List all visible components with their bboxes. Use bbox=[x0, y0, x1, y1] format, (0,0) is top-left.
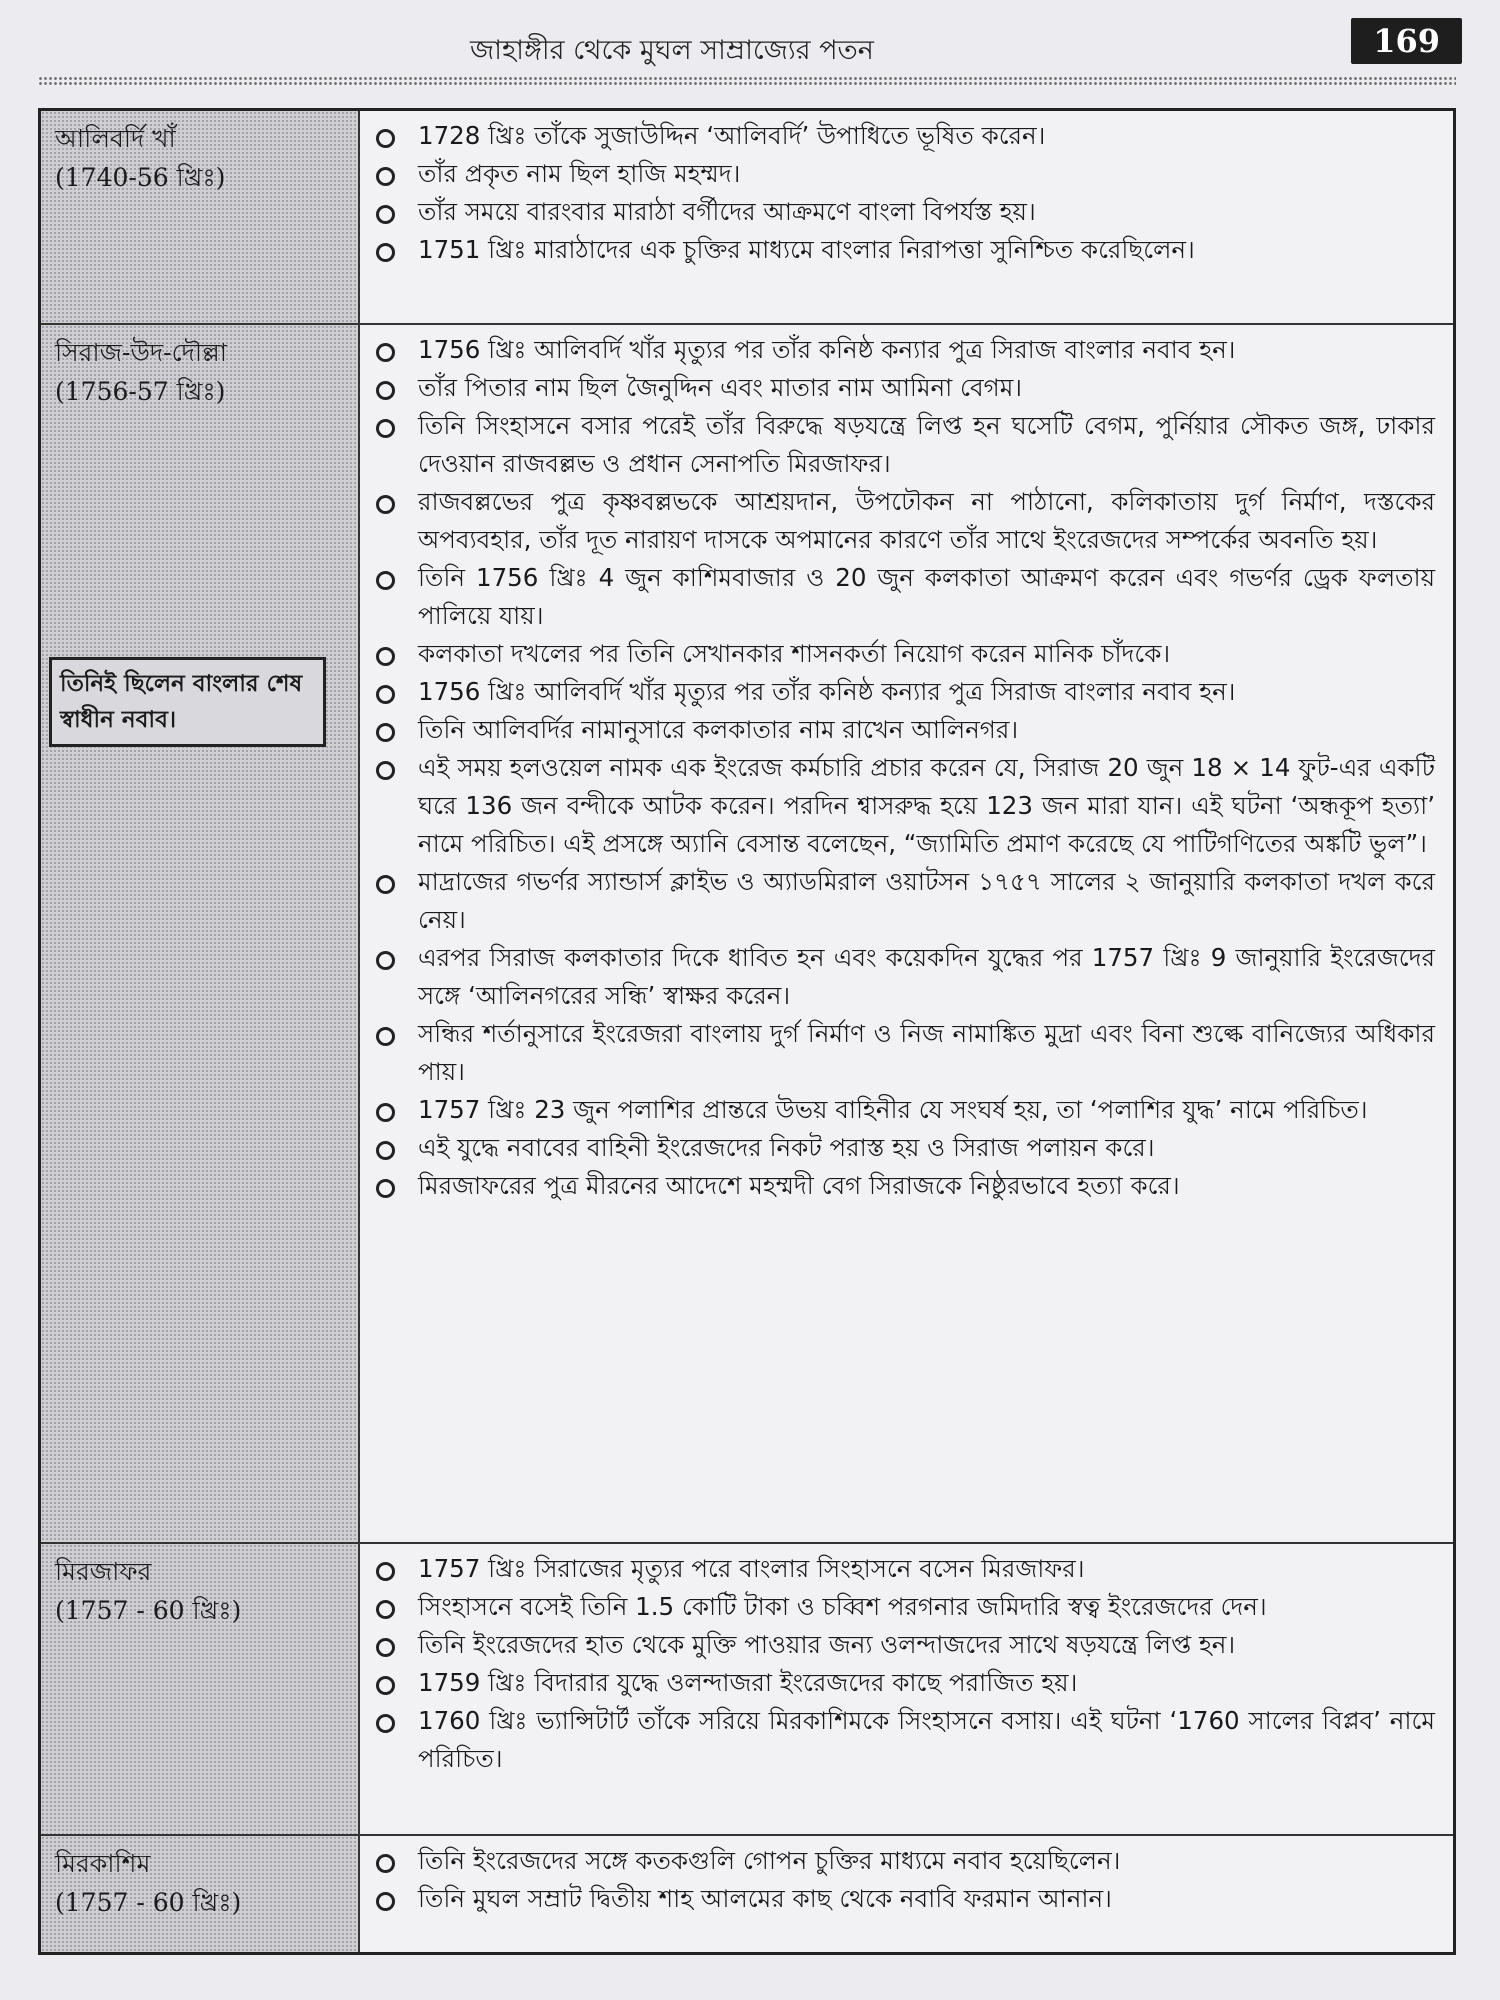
ruler-years: (1757 - 60 খ্রিঃ) bbox=[55, 1888, 242, 1917]
circle-bullet-icon bbox=[376, 1103, 395, 1122]
page-header bbox=[0, 0, 1500, 80]
table-row bbox=[41, 325, 1453, 1544]
circle-bullet-icon bbox=[376, 951, 395, 970]
list-item bbox=[376, 635, 1435, 673]
list-item bbox=[376, 1129, 1435, 1167]
point-text: এরপর সিরাজ কলকাতার দিকে ধাবিত হন এবং কয়েকদিন যুদ্ধের পর 1757 খ্রিঃ 9 জানুয়ারি ইংরেজদের সঙ্গে ‘আলিনগরের সন্ধি’ স্বাক্ষর করেন। bbox=[418, 943, 1435, 1010]
point-text: তাঁর প্রকৃত নাম ছিল হাজি মহম্মদ। bbox=[418, 159, 741, 188]
ruler-name: মিরকাশিম bbox=[55, 1849, 151, 1878]
ruler-name: মিরজাফর bbox=[55, 1557, 152, 1586]
list-item bbox=[376, 1842, 1435, 1880]
circle-bullet-icon bbox=[376, 1141, 395, 1160]
circle-bullet-icon bbox=[376, 571, 395, 590]
point-text: 1759 খ্রিঃ বিদারার যুদ্ধে ওলন্দাজরা ইংরেজদের কাছে পরাজিত হয়। bbox=[418, 1668, 1078, 1697]
list-item bbox=[376, 1091, 1435, 1129]
circle-bullet-icon bbox=[376, 1562, 395, 1581]
points-cell bbox=[360, 325, 1453, 1542]
list-item bbox=[376, 193, 1435, 231]
point-text: 1760 খ্রিঃ ভ্যান্সিটার্ট তাঁকে সরিয়ে মিরকাশিমকে সিংহাসনে বসায়। এই ঘটনা ‘1760 সালের বিপ্লব’ নামে পরিচিত। bbox=[418, 1706, 1435, 1773]
point-text: তিনি মুঘল সম্রাট দ্বিতীয় শাহ আলমের কাছ থেকে নবাবি ফরমান আনান। bbox=[418, 1884, 1112, 1913]
ruler-cell bbox=[41, 111, 360, 323]
list-item bbox=[376, 1626, 1435, 1664]
list-item bbox=[376, 117, 1435, 155]
circle-bullet-icon bbox=[376, 1600, 395, 1619]
list-item bbox=[376, 1664, 1435, 1702]
ruler-years: (1757 - 60 খ্রিঃ) bbox=[55, 1596, 242, 1625]
point-text: সিংহাসনে বসেই তিনি 1.5 কোটি টাকা ও চব্বিশ পরগনার জমিদারি স্বত্ব ইংরেজদের দেন। bbox=[418, 1592, 1267, 1621]
points-cell bbox=[360, 1836, 1453, 1952]
circle-bullet-icon bbox=[376, 685, 395, 704]
circle-bullet-icon bbox=[376, 495, 395, 514]
list-item bbox=[376, 231, 1435, 269]
list-item bbox=[376, 369, 1435, 407]
running-title: জাহাঙ্গীর থেকে মুঘল সাম্রাজ্যের পতন bbox=[470, 35, 874, 66]
list-item bbox=[376, 1167, 1435, 1205]
circle-bullet-icon bbox=[376, 129, 395, 148]
points-cell bbox=[360, 1544, 1453, 1834]
point-text: তাঁর সময়ে বারংবার মারাঠা বর্গীদের আক্রমণে বাংলা বিপর্যস্ত হয়। bbox=[418, 197, 1036, 226]
point-text: 1751 খ্রিঃ মারাঠাদের এক চুক্তির মাধ্যমে বাংলার নিরাপত্তা সুনিশ্চিত করেছিলেন। bbox=[418, 235, 1195, 264]
circle-bullet-icon bbox=[376, 1854, 395, 1873]
point-text: এই যুদ্ধে নবাবের বাহিনী ইংরেজদের নিকট পরাস্ত হয় ও সিরাজ পলায়ন করে। bbox=[418, 1133, 1155, 1162]
page-number: 169 bbox=[1351, 18, 1462, 64]
list-item bbox=[376, 559, 1435, 635]
table-row bbox=[41, 111, 1453, 325]
ruler-years: (1740-56 খ্রিঃ) bbox=[55, 163, 226, 192]
last-nawab-callout: তিনিই ছিলেন বাংলার শেষ স্বাধীন নবাব। bbox=[49, 657, 326, 747]
ruler-cell bbox=[41, 1544, 360, 1834]
circle-bullet-icon bbox=[376, 761, 395, 780]
point-text: তিনি ইংরেজদের সঙ্গে কতকগুলি গোপন চুক্তির মাধ্যমে নবাব হয়েছিলেন। bbox=[418, 1846, 1121, 1875]
circle-bullet-icon bbox=[376, 723, 395, 742]
ruler-years: (1756-57 খ্রিঃ) bbox=[55, 377, 226, 406]
circle-bullet-icon bbox=[376, 647, 395, 666]
list-item bbox=[376, 1880, 1435, 1918]
ruler-cell bbox=[41, 325, 360, 1542]
circle-bullet-icon bbox=[376, 1676, 395, 1695]
point-text: মাদ্রাজের গভর্ণর স্যান্ডার্স ক্লাইভ ও অ্যাডমিরাল ওয়াটসন ১৭৫৭ সালের ২ জানুয়ারি কলকাতা দখল করে নেয়। bbox=[418, 867, 1435, 934]
point-text: তিনি আলিবর্দির নামানুসারে কলকাতার নাম রাখেন আলিনগর। bbox=[418, 715, 1019, 744]
point-text: এই সময় হলওয়েল নামক এক ইংরেজ কর্মচারি প্রচার করেন যে, সিরাজ 20 জুন 18 × 14 ফুট-এর একটি ঘরে 136 জন বন্দীকে আটক করেন। পরদিন শ্বাসরুদ্ধ হয়ে 123 জন মারা যান। এই ঘটনা ‘অন্ধকূপ হত্যা’ নামে পরিচিত। এই প্রসঙ্গে অ্যানি বেসান্ত বলেছেন, “জ্যামিতি প্রমাণ করেছে যে পাটিগণিতের অঙ্কটি ভুল”। bbox=[418, 753, 1435, 858]
list-item bbox=[376, 673, 1435, 711]
circle-bullet-icon bbox=[376, 205, 395, 224]
list-item bbox=[376, 939, 1435, 1015]
circle-bullet-icon bbox=[376, 1027, 395, 1046]
list-item bbox=[376, 749, 1435, 863]
header-dotted-rule bbox=[38, 76, 1456, 86]
circle-bullet-icon bbox=[376, 381, 395, 400]
list-item bbox=[376, 407, 1435, 483]
circle-bullet-icon bbox=[376, 1179, 395, 1198]
list-item bbox=[376, 1588, 1435, 1626]
point-text: রাজবল্লভের পুত্র কৃষ্ণবল্লভকে আশ্রয়দান, উপঢৌকন না পাঠানো, কলিকাতায় দুর্গ নির্মাণ, দস্তকের অপব্যবহার, তাঁর দূত নারায়ণ দাসকে অপমানের কারণে তাঁর সাথে ইংরেজদের সম্পর্কের অবনতি হয়। bbox=[418, 487, 1435, 554]
circle-bullet-icon bbox=[376, 1714, 395, 1733]
list-item bbox=[376, 331, 1435, 369]
circle-bullet-icon bbox=[376, 1892, 395, 1911]
list-item bbox=[376, 863, 1435, 939]
list-item bbox=[376, 1702, 1435, 1778]
ruler-name: সিরাজ-উদ-দৌল্লা bbox=[55, 338, 227, 367]
circle-bullet-icon bbox=[376, 343, 395, 362]
point-text: 1757 খ্রিঃ সিরাজের মৃত্যুর পরে বাংলার সিংহাসনে বসেন মিরজাফর। bbox=[418, 1554, 1085, 1583]
ruler-name: আলিবর্দি খাঁ bbox=[55, 124, 176, 153]
circle-bullet-icon bbox=[376, 167, 395, 186]
point-text: তাঁর পিতার নাম ছিল জৈনুদ্দিন এবং মাতার নাম আমিনা বেগম। bbox=[418, 373, 1023, 402]
circle-bullet-icon bbox=[376, 419, 395, 438]
list-item bbox=[376, 711, 1435, 749]
point-text: সন্ধির শর্তানুসারে ইংরেজরা বাংলায় দুর্গ নির্মাণ ও নিজ নামাঙ্কিত মুদ্রা এবং বিনা শুল্কে বানিজ্যের অধিকার পায়। bbox=[418, 1019, 1435, 1086]
table-row bbox=[41, 1544, 1453, 1836]
point-text: তিনি ইংরেজদের হাত থেকে মুক্তি পাওয়ার জন্য ওলন্দাজদের সাথে ষড়যন্ত্রে লিপ্ত হন। bbox=[418, 1630, 1236, 1659]
list-item bbox=[376, 1015, 1435, 1091]
point-text: 1728 খ্রিঃ তাঁকে সুজাউদ্দিন ‘আলিবর্দি’ উপাধিতে ভূষিত করেন। bbox=[418, 121, 1046, 150]
list-item bbox=[376, 155, 1435, 193]
point-text: তিনি 1756 খ্রিঃ 4 জুন কাশিমবাজার ও 20 জুন কলকাতা আক্রমণ করেন এবং গভর্ণর ড্রেক ফলতায় পালিয়ে যায়। bbox=[418, 563, 1435, 630]
point-text: তিনি সিংহাসনে বসার পরেই তাঁর বিরুদ্ধে ষড়যন্ত্রে লিপ্ত হন ঘসেটি বেগম, পুর্নিয়ার সৌকত জঙ্গ, ঢাকার দেওয়ান রাজবল্লভ ও প্রধান সেনাপতি মিরজাফর। bbox=[418, 411, 1435, 478]
points-cell bbox=[360, 111, 1453, 323]
list-item bbox=[376, 1550, 1435, 1588]
rulers-table bbox=[38, 108, 1456, 1955]
circle-bullet-icon bbox=[376, 1638, 395, 1657]
ruler-cell bbox=[41, 1836, 360, 1952]
table-row bbox=[41, 1836, 1453, 1952]
point-text: 1756 খ্রিঃ আলিবর্দি খাঁর মৃত্যুর পর তাঁর কনিষ্ঠ কন্যার পুত্র সিরাজ বাংলার নবাব হন। bbox=[418, 335, 1236, 364]
list-item bbox=[376, 483, 1435, 559]
circle-bullet-icon bbox=[376, 875, 395, 894]
point-text: 1756 খ্রিঃ আলিবর্দি খাঁর মৃত্যুর পর তাঁর কনিষ্ঠ কন্যার পুত্র সিরাজ বাংলার নবাব হন। bbox=[418, 677, 1236, 706]
point-text: কলকাতা দখলের পর তিনি সেখানকার শাসনকর্তা নিয়োগ করেন মানিক চাঁদকে। bbox=[418, 639, 1171, 668]
circle-bullet-icon bbox=[376, 243, 395, 262]
point-text: মিরজাফরের পুত্র মীরনের আদেশে মহম্মদী বেগ সিরাজকে নিষ্ঠুরভাবে হত্যা করে। bbox=[418, 1171, 1180, 1200]
point-text: 1757 খ্রিঃ 23 জুন পলাশির প্রান্তরে উভয় বাহিনীর যে সংঘর্ষ হয়, তা ‘পলাশির যুদ্ধ’ নামে পরিচিত। bbox=[418, 1095, 1368, 1124]
